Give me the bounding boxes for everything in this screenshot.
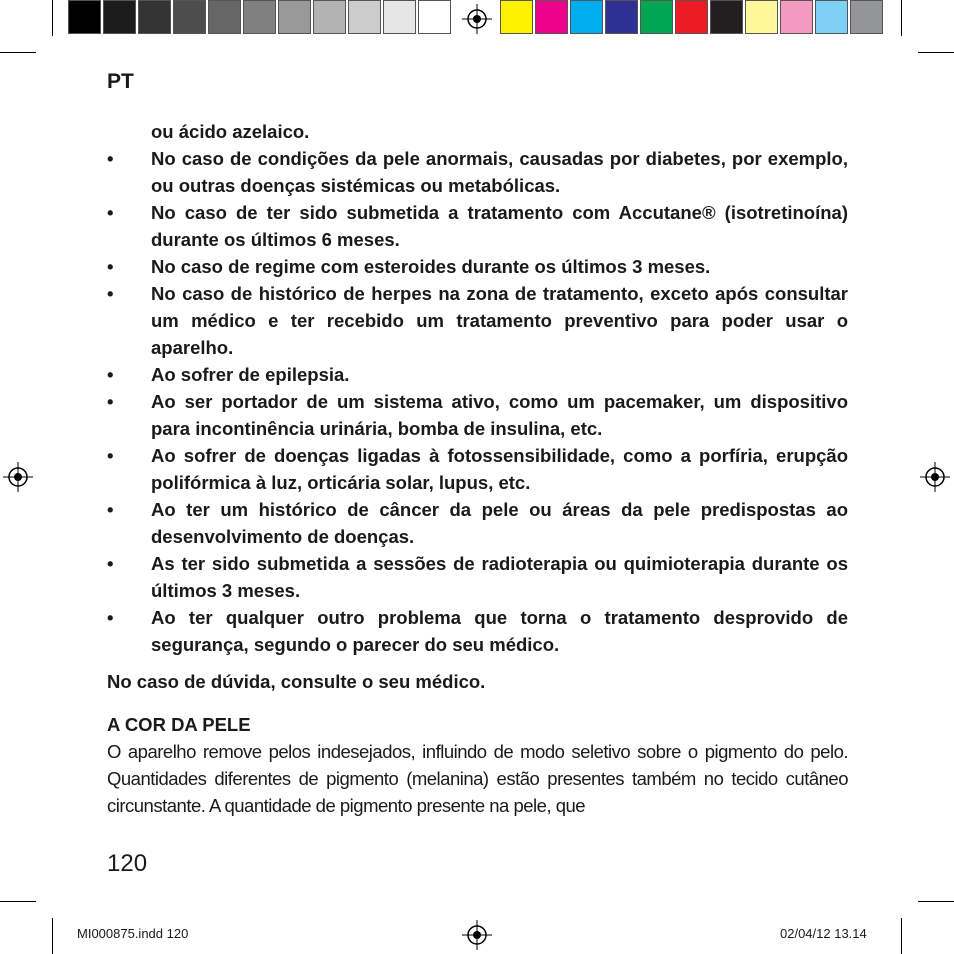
gray-swatch-bar bbox=[68, 0, 453, 36]
gray-swatch bbox=[138, 0, 171, 34]
main-content bbox=[107, 118, 848, 819]
list-item: • Ao sofrer de doenças ligadas à fotossensibilidade, como a porfíria, erupção polifórmica à luz, orticária solar, lupus, etc. bbox=[107, 442, 848, 496]
color-swatch bbox=[500, 0, 533, 34]
crop-mark bbox=[901, 918, 902, 954]
list-item: • No caso de histórico de herpes na zona de tratamento, exceto após consultar um médico e ter recebido um tratamento preventivo para poder usar o aparelho. bbox=[107, 280, 848, 361]
list-item: • No caso de condições da pele anormais, causadas por diabetes, por exemplo, ou outras doenças sistémicas ou metabólicas. bbox=[107, 145, 848, 199]
list-item: • Ao ter qualquer outro problema que torna o tratamento desprovido de segurança, segundo o parecer do seu médico. bbox=[107, 604, 848, 658]
footer-file: MI000875.indd 120 bbox=[77, 926, 189, 941]
list-item: • Ao sofrer de epilepsia. bbox=[107, 361, 848, 388]
gray-swatch bbox=[383, 0, 416, 34]
crop-mark bbox=[918, 901, 954, 902]
color-swatch bbox=[745, 0, 778, 34]
language-code: PT bbox=[107, 70, 134, 93]
crop-mark bbox=[901, 0, 902, 36]
list-item: • No caso de regime com esteroides durante os últimos 3 meses. bbox=[107, 253, 848, 280]
color-swatch bbox=[675, 0, 708, 34]
color-swatch bbox=[710, 0, 743, 34]
crop-mark bbox=[0, 52, 36, 53]
registration-mark-right-icon bbox=[920, 462, 950, 492]
list-item: • No caso de ter sido submetida a tratamento com Accutane® (isotretinoína) durante os últimos 6 meses. bbox=[107, 199, 848, 253]
crop-mark bbox=[52, 0, 53, 36]
doubt-note: No caso de dúvida, consulte o seu médico. bbox=[107, 671, 486, 692]
color-swatch-bar bbox=[500, 0, 885, 36]
crop-mark bbox=[0, 901, 36, 902]
list-item: • Ao ser portador de um sistema ativo, como um pacemaker, um dispositivo para incontinência urinária, bomba de insulina, etc. bbox=[107, 388, 848, 442]
color-swatch bbox=[570, 0, 603, 34]
crop-mark bbox=[52, 918, 53, 954]
gray-swatch bbox=[173, 0, 206, 34]
color-swatch bbox=[535, 0, 568, 34]
page-number: 120 bbox=[107, 850, 148, 877]
gray-swatch bbox=[68, 0, 101, 34]
registration-mark-bottom-icon bbox=[462, 920, 492, 950]
footer-datetime: 02/04/12 13.14 bbox=[780, 926, 867, 941]
continuation-text: ou ácido azelaico. bbox=[151, 121, 310, 142]
registration-mark-left-icon bbox=[3, 462, 33, 492]
color-swatch bbox=[605, 0, 638, 34]
gray-swatch bbox=[103, 0, 136, 34]
registration-mark-top-icon bbox=[462, 4, 492, 34]
gray-swatch bbox=[313, 0, 346, 34]
gray-swatch bbox=[348, 0, 381, 34]
list-item: • As ter sido submetida a sessões de radioterapia ou quimioterapia durante os últimos 3 meses. bbox=[107, 550, 848, 604]
color-swatch bbox=[850, 0, 883, 34]
section-heading: A COR DA PELE bbox=[107, 714, 251, 735]
gray-swatch bbox=[208, 0, 241, 34]
color-swatch bbox=[815, 0, 848, 34]
section-paragraph: O aparelho remove pelos indesejados, influindo de modo seletivo sobre o pigmento do pelo. Quantidades diferentes de pigmento (melanina) estão presentes também no tecido cutâneo circunstante. A quantidade de pigmento presente na pele, que bbox=[107, 741, 848, 816]
gray-swatch bbox=[418, 0, 451, 34]
gray-swatch bbox=[278, 0, 311, 34]
crop-mark bbox=[918, 52, 954, 53]
list-item: • Ao ter um histórico de câncer da pele ou áreas da pele predispostas ao desenvolvimento de doenças. bbox=[107, 496, 848, 550]
color-swatch bbox=[640, 0, 673, 34]
color-swatch bbox=[780, 0, 813, 34]
contraindication-list bbox=[107, 145, 848, 658]
gray-swatch bbox=[243, 0, 276, 34]
